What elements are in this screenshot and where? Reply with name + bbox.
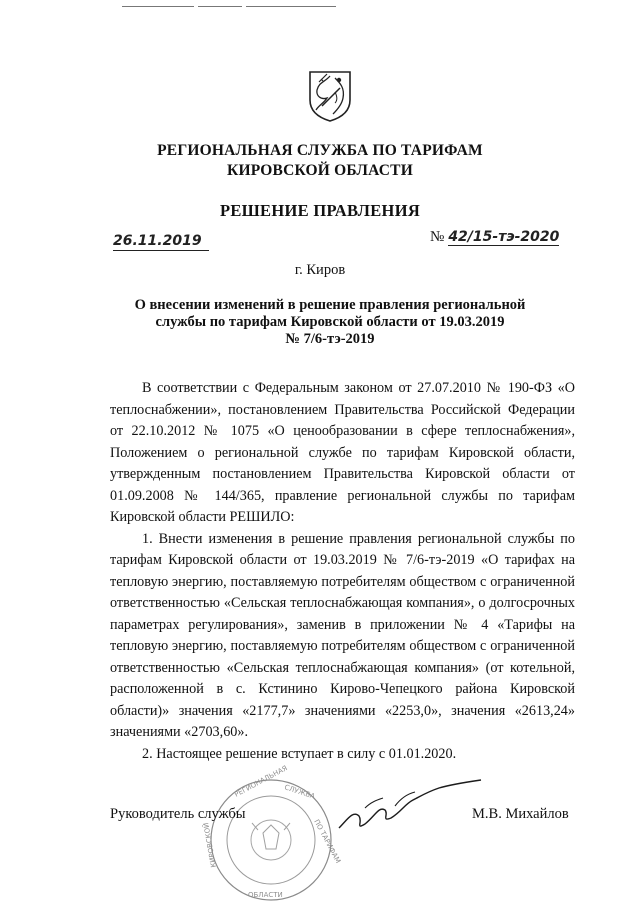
svg-text:СЛУЖБА: СЛУЖБА — [283, 783, 316, 801]
svg-text:ОБЛАСТИ: ОБЛАСТИ — [248, 891, 283, 899]
kirov-coat-of-arms-icon — [307, 70, 353, 122]
document-type-title: РЕШЕНИЕ ПРАВЛЕНИЯ — [219, 201, 421, 220]
intro-paragraph: В соответствии с Федеральным законом от 27.07.2010 № 190-ФЗ «О теплоснабжении», постановлением Правительства Российской Федерации от 22.10.2012 № 1075 «О ценообразовании в сфере теплоснабжения», Положением о региональной службе по тарифам Кировской области, утвержденным постановлением Правительства Кировской области от 01.09.2008 № 144/365, правление региональной службы по тарифам Кировской области РЕШИЛО: — [110, 380, 575, 525]
subject-line: службы по тарифам Кировской области от 19.03.2019 — [155, 314, 505, 330]
svg-text:КИРОВСКОЙ: КИРОВСКОЙ — [202, 821, 218, 869]
scan-artifact-line — [122, 6, 194, 7]
city-label: г. Киров — [294, 262, 346, 278]
decision-item-2: 2. Настоящее решение вступает в силу с 01.01.2020. — [142, 745, 457, 762]
svg-text:ПО ТАРИФАМ: ПО ТАРИФАМ — [312, 818, 343, 865]
svg-text:РЕГИОНАЛЬНАЯ: РЕГИОНАЛЬНАЯ — [233, 764, 289, 799]
org-name-line2: КИРОВСКОЙ ОБЛАСТИ — [227, 162, 413, 179]
document-number-value: 42/15-тэ-2020 — [448, 229, 560, 245]
signatory-name: М.В. Михайлов — [472, 806, 569, 822]
org-name-line1: РЕГИОНАЛЬНАЯ СЛУЖБА ПО ТАРИФАМ — [157, 142, 483, 159]
scan-artifact-line — [246, 6, 336, 7]
handwritten-signature — [335, 780, 485, 840]
document-body — [110, 378, 575, 765]
official-seal — [202, 764, 343, 905]
decision-item-1: 1. Внести изменения в решение правления региональной службы по тарифам Кировской области от 19.03.2019 № 7/6-тэ-2019 «О тарифах на тепловую энергию, поставляемую потребителям обществом с ограниченной ответственностью «Сельская теплоснабжающая компания», о долгосрочных параметрах регулирования», заменив в приложении № 4 «Тарифы на тепловую энергию, поставляемую потребителям обществом с ограниченной ответственностью «Сельская теплоснабжающая компания» (от котельной, расположенной в с. Кстинино Кирово-Чепецкого района Кировской области)» значения «2177,7» значениями «2253,0», значения «2613,24» значениями «2703,60». — [110, 530, 575, 740]
document-number — [430, 229, 559, 246]
subject-line: № 7/6-тэ-2019 — [285, 331, 375, 347]
subject-line: О внесении изменений в решение правления региональной — [134, 297, 526, 313]
document-subject — [130, 297, 530, 348]
number-sign: № — [430, 229, 445, 245]
document-date: 26.11.2019 — [113, 233, 209, 251]
signatory-role: Руководитель службы — [110, 806, 246, 822]
scan-artifact-line — [198, 6, 242, 7]
